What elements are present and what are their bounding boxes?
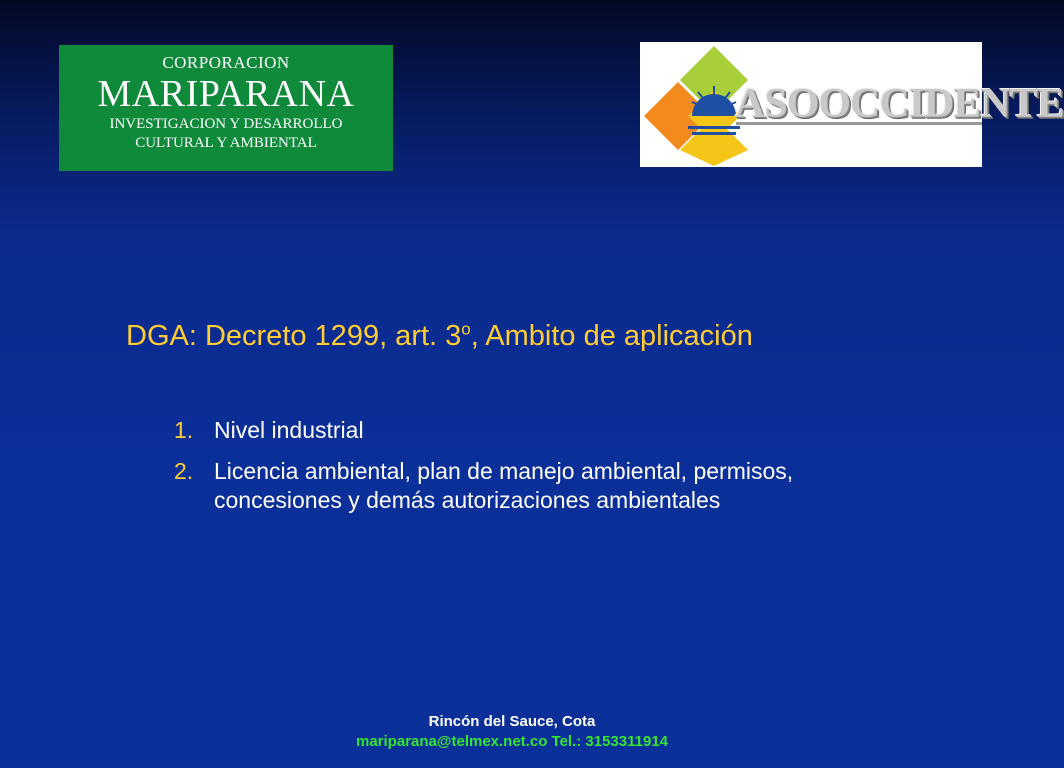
footer-contact: mariparana@telmex.net.co Tel.: 3153311914 — [355, 733, 669, 750]
list-text: Licencia ambiental, plan de manejo ambiental, permisos, concesiones y demás autorizaciones ambientales — [214, 458, 794, 513]
list-item — [174, 416, 894, 445]
asooccidente-wordmark: ASOOCCIDENTE — [735, 81, 1064, 127]
logo-line-corporacion: CORPORACION — [162, 53, 290, 72]
logo-line-cultural: CULTURAL Y AMBIENTAL — [135, 135, 317, 151]
title-superscript: o — [461, 319, 471, 339]
title-main: DGA: Decreto 1299, art. 3 — [126, 320, 462, 352]
footer — [0, 712, 1024, 752]
asooccidente-logo — [640, 42, 1064, 167]
title-rest: , Ambito de aplicación — [470, 320, 753, 352]
list-item — [174, 457, 894, 515]
slide-title — [126, 318, 926, 354]
list-text: Nivel industrial — [214, 417, 364, 443]
list-number: 2. — [174, 458, 194, 484]
list-number: 1. — [174, 417, 194, 443]
footer-address: Rincón del Sauce, Cota — [428, 713, 596, 730]
logo-line-mariparana: MARIPARANA — [97, 73, 355, 115]
logo-line-investigacion: INVESTIGACION Y DESARROLLO — [109, 116, 343, 132]
mariparana-logo — [59, 45, 393, 171]
numbered-list — [174, 416, 894, 527]
